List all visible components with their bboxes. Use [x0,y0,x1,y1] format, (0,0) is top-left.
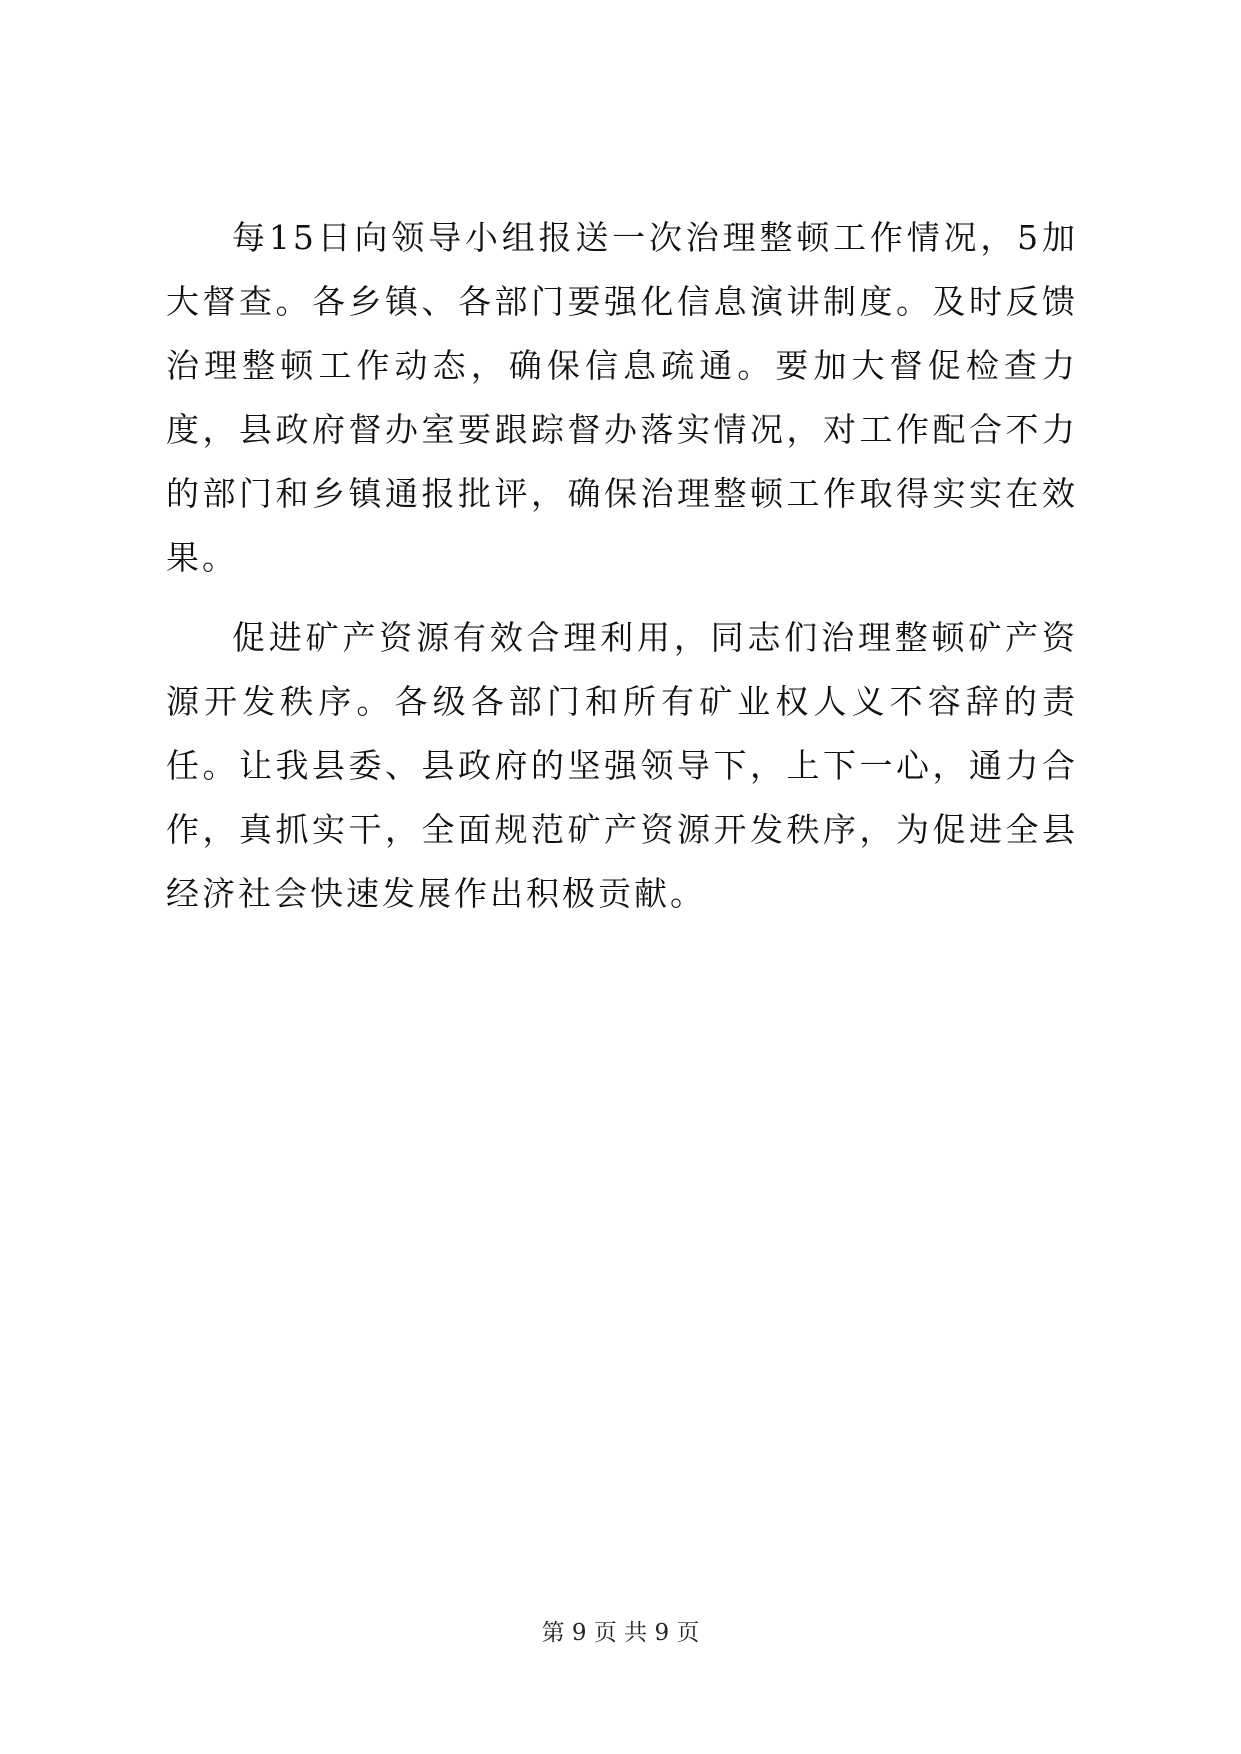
paragraph-supervision: 每15日向领导小组报送一次治理整顿工作情况，5加大督查。各乡镇、各部门要强化信息演讲制度。及时反馈治理整顿工作动态，确保信息疏通。要加大督促检查力度，县政府督办室要跟踪督办落实情况，对工作配合不力的部门和乡镇通报批评，确保治理整顿工作取得实实在效果。 [166,218,1078,577]
paragraph-conclusion: 促进矿产资源有效合理利用，同志们治理整顿矿产资源开发秩序。各级各部门和所有矿业权人义不容辞的责任。让我县委、县政府的坚强领导下，上下一心，通力合作，真抓实干，全面规范矿产资源开发秩序，为促进全县经济社会快速发展作出积极贡献。 [166,618,1078,913]
page-number-footer: 第 9 页 共 9 页 [541,1620,700,1646]
document-body [166,206,1078,942]
